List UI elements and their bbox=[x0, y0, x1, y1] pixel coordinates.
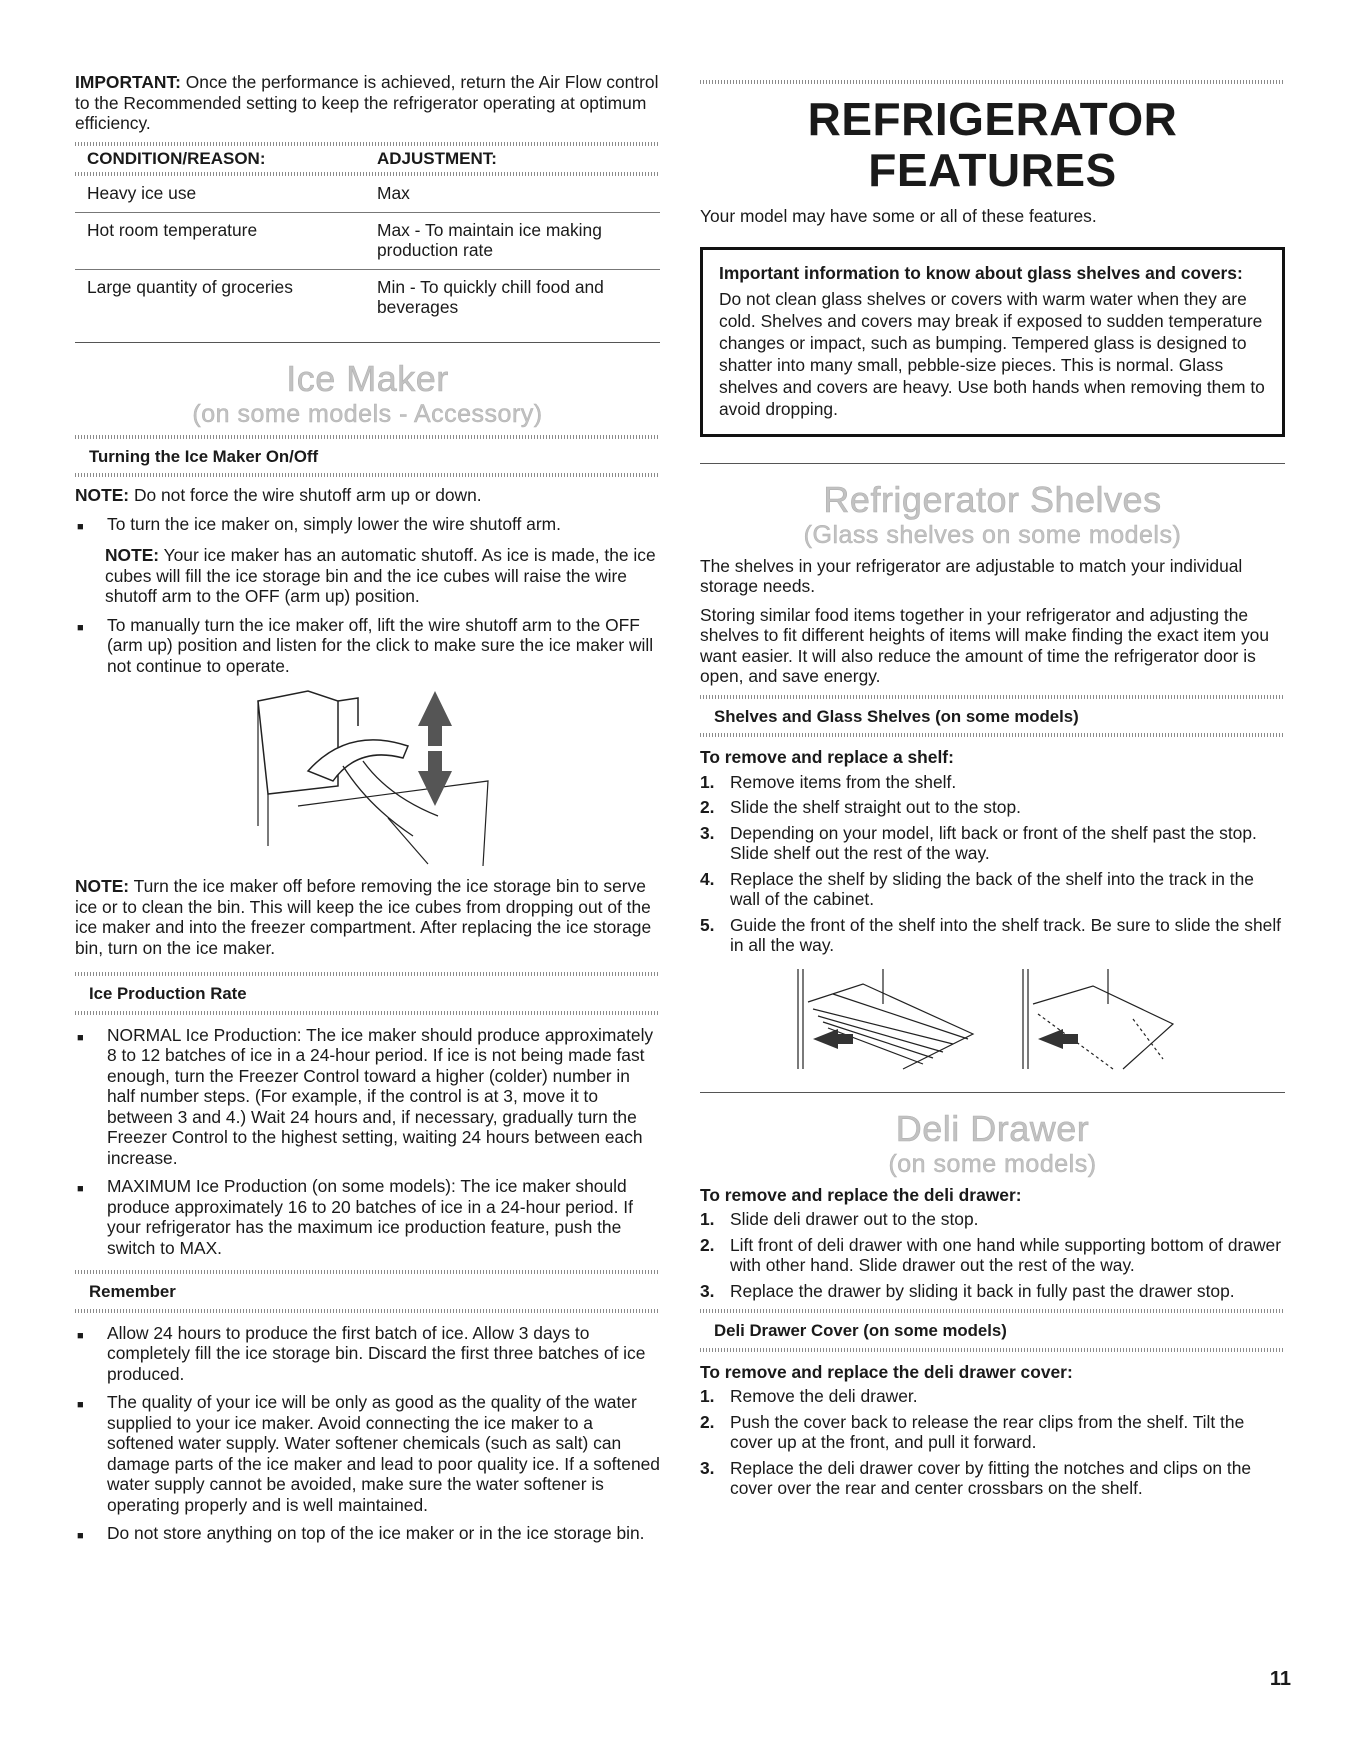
table-cell: Heavy ice use bbox=[87, 183, 197, 203]
note-paragraph bbox=[75, 485, 660, 506]
page-title-line2: FEATURES bbox=[868, 144, 1117, 196]
list-item bbox=[75, 1392, 660, 1515]
note-text: Do not force the wire shutoff arm up or down. bbox=[129, 485, 482, 505]
page-number: 11 bbox=[1269, 1668, 1291, 1690]
divider bbox=[700, 1348, 1285, 1352]
table-row bbox=[75, 213, 660, 270]
table-cell: Min - To quickly chill food and beverages bbox=[377, 276, 604, 317]
deli-steps-heading: To remove and replace the deli drawer: bbox=[700, 1184, 1022, 1205]
bullet-text: The quality of your ice will be only as good as the quality of the water supplied to your ice maker. Avoid connecting the ice maker to a softened water supply. Water softener chemicals (such as salt) can damage parts of the ice maker and lead to poor quality ice. If a softened water supply cannot be avoided, make sure the water softener is operating properly and is well maintained. bbox=[107, 1392, 660, 1515]
box-text: Do not clean glass shelves or covers with warm water when they are cold. Shelves and covers may break if exposed to sudden temperature changes or impact, such as bumping. Tempered glass is designed to shatter into many small, pebble-size pieces. This is normal. Glass shelves and covers are heavy. Use both hands when removing them to avoid dropping. bbox=[719, 288, 1265, 419]
step-text: Lift front of deli drawer with one hand while supporting bottom of drawer with other hand. Slide drawer out the rest of the way. bbox=[730, 1234, 1282, 1275]
remember-heading: Remember bbox=[89, 1282, 176, 1301]
bullet-icon: ■ bbox=[77, 1183, 84, 1195]
step-number: 3. bbox=[700, 1457, 715, 1478]
bullet-icon: ■ bbox=[77, 1329, 84, 1342]
step-text: Replace the shelf by sliding the back of the shelf into the track in the wall of the cabinet. bbox=[730, 868, 1254, 909]
turning-heading: Turning the Ice Maker On/Off bbox=[89, 446, 319, 466]
step-text: Remove items from the shelf. bbox=[730, 771, 957, 792]
list-item bbox=[700, 915, 1285, 956]
table-cell: Max - To maintain ice making production rate bbox=[377, 219, 602, 260]
list-item bbox=[700, 869, 1285, 910]
divider bbox=[700, 733, 1285, 737]
ice-maker-subtitle: (on some models - Accessory) bbox=[192, 399, 543, 428]
step-number: 3. bbox=[700, 1280, 715, 1301]
bullet-text: NORMAL Ice Production: The ice maker should produce approximately 8 to 12 batches of ice in a 24-hour period. If ice is not being made fast enough, turn the Freezer Control toward a higher (colder) number in half number steps. (For example, if the control is at 3, move it to between 3 and 4.) Wait 24 hours and, if necessary, gradually turn the Freezer Control to the highest setting, waiting 24 hours between each increase. bbox=[107, 1024, 654, 1168]
table-header-condition: CONDITION/REASON: bbox=[87, 148, 266, 168]
divider bbox=[75, 1011, 660, 1015]
list-item bbox=[700, 1281, 1285, 1302]
arrow-down-icon bbox=[418, 751, 452, 806]
step-number: 1. bbox=[700, 1209, 715, 1229]
list-item bbox=[75, 1025, 660, 1169]
section-rule bbox=[75, 342, 660, 343]
list-item bbox=[700, 1235, 1285, 1276]
table-header-adjustment: ADJUSTMENT: bbox=[377, 148, 497, 168]
shelf-removal-diagram bbox=[793, 964, 1193, 1074]
cover-steps-heading: To remove and replace the deli drawer cover: bbox=[700, 1361, 1073, 1382]
section-rule bbox=[700, 463, 1285, 464]
list-item bbox=[700, 1386, 1285, 1407]
note-label: NOTE: bbox=[105, 545, 160, 565]
step-number: 1. bbox=[700, 1386, 715, 1406]
shelves-paragraph: Storing similar food items together in your refrigerator and adjusting the shelves to fit different heights of items will make finding the exact item you want easier. It will also reduce the amount of time the refrigerator door is open, and save energy. bbox=[700, 604, 1270, 686]
note-label: NOTE: bbox=[75, 876, 130, 896]
list-item bbox=[700, 1458, 1285, 1499]
bullet-text: Do not store anything on top of the ice maker or in the ice storage bin. bbox=[107, 1523, 645, 1543]
table-cell: Max bbox=[377, 183, 410, 203]
step-text: Depending on your model, lift back or front of the shelf past the stop. Slide shelf out the rest of the way. bbox=[730, 822, 1257, 863]
important-label: IMPORTANT: bbox=[75, 72, 181, 92]
ice-maker-illustration bbox=[75, 686, 660, 866]
table-row bbox=[75, 176, 660, 213]
bullet-icon: ■ bbox=[77, 520, 84, 533]
table-row bbox=[75, 270, 660, 342]
bullet-text: Allow 24 hours to produce the first batch of ice. Allow 3 days to completely fill the ice storage bin. Discard the first three batches of ice produced. bbox=[107, 1322, 646, 1384]
step-text: Slide the shelf straight out to the stop. bbox=[730, 797, 1021, 817]
glass-warning-box bbox=[700, 247, 1285, 437]
important-text: Once the performance is achieved, return the Air Flow control to the Recommended setting to keep the refrigerator operating at optimum efficiency. bbox=[75, 72, 659, 133]
table-cell: Hot room temperature bbox=[87, 219, 258, 240]
bullet-text: MAXIMUM Ice Production (on some models): The ice maker should produce approximately 16 to 20 batches of ice in a 24-hour period. If your refrigerator has the maximum ice production feature, push the switch to MAX. bbox=[107, 1176, 633, 1258]
list-item bbox=[700, 1209, 1285, 1230]
deli-subtitle: (on some models) bbox=[888, 1149, 1097, 1178]
bullet-icon: ■ bbox=[77, 1399, 84, 1411]
list-item bbox=[75, 1176, 660, 1258]
rate-heading: Ice Production Rate bbox=[89, 984, 247, 1003]
step-text: Replace the deli drawer cover by fitting the notches and clips on the cover over the rear and center crossbars on the shelf. bbox=[730, 1457, 1252, 1498]
shelves-subtitle: (Glass shelves on some models) bbox=[803, 520, 1182, 549]
table-cell: Large quantity of groceries bbox=[87, 276, 293, 297]
note-text: Turn the ice maker off before removing the ice storage bin to serve ice or to clean the bin. This will keep the ice cubes from dropping out of the ice maker and into the freezer compartment. After replacing the ice storage bin, turn on the ice maker. bbox=[75, 876, 652, 958]
arrow-right-icon bbox=[813, 1029, 853, 1049]
list-item bbox=[700, 1412, 1285, 1453]
table-header bbox=[75, 146, 660, 173]
step-text: Replace the drawer by sliding it back in fully past the drawer stop. bbox=[730, 1280, 1235, 1301]
intro-text: Your model may have some or all of these features. bbox=[700, 206, 1097, 226]
page-title-line1: REFRIGERATOR bbox=[807, 93, 1178, 145]
list-item bbox=[700, 797, 1285, 818]
step-number: 5. bbox=[700, 914, 715, 935]
shelves-heading: Shelves and Glass Shelves (on some models) bbox=[714, 706, 1079, 726]
step-number: 2. bbox=[700, 797, 715, 817]
note-paragraph bbox=[105, 545, 660, 607]
divider bbox=[75, 473, 660, 477]
cover-heading: Deli Drawer Cover (on some models) bbox=[714, 1321, 1007, 1340]
left-column bbox=[75, 72, 660, 1555]
note-text: Your ice maker has an automatic shutoff. As ice is made, the ice cubes will fill the ice storage bin and the ice cubes will raise the wire shutoff arm to the OFF (arm up) position. bbox=[105, 545, 656, 606]
arrow-right-icon bbox=[1038, 1029, 1078, 1049]
ice-maker-arm-diagram bbox=[238, 686, 498, 866]
list-item bbox=[75, 615, 660, 677]
step-number: 2. bbox=[700, 1411, 715, 1432]
step-number: 1. bbox=[700, 771, 715, 792]
bullet-icon: ■ bbox=[77, 1530, 84, 1542]
right-column bbox=[700, 72, 1285, 1504]
list-item bbox=[75, 1323, 660, 1385]
step-text: Guide the front of the shelf into the shelf track. Be sure to slide the shelf in all the way. bbox=[730, 914, 1282, 955]
ice-maker-title: Ice Maker bbox=[286, 357, 449, 399]
list-item bbox=[75, 514, 660, 538]
section-rule bbox=[700, 1092, 1285, 1093]
bullet-text: To manually turn the ice maker off, lift the wire shutoff arm to the OFF (arm up) position and listen for the click to make sure the ice maker will not continue to operate. bbox=[107, 614, 654, 676]
list-item bbox=[700, 772, 1285, 793]
list-item bbox=[75, 1523, 660, 1547]
shelf-illustration bbox=[700, 964, 1285, 1074]
shelf-steps-heading: To remove and replace a shelf: bbox=[700, 747, 954, 767]
important-paragraph bbox=[75, 72, 660, 134]
list-item bbox=[700, 823, 1285, 864]
box-heading: Important information to know about glass shelves and covers: bbox=[719, 262, 1243, 283]
shelves-title: Refrigerator Shelves bbox=[823, 478, 1162, 520]
divider bbox=[75, 1309, 660, 1313]
shelves-paragraph: The shelves in your refrigerator are adjustable to match your individual storage needs. bbox=[700, 555, 1243, 596]
divider bbox=[700, 80, 1285, 84]
arrow-up-icon bbox=[418, 691, 452, 746]
step-number: 2. bbox=[700, 1234, 715, 1255]
step-text: Slide deli drawer out to the stop. bbox=[730, 1209, 979, 1229]
note-paragraph bbox=[75, 876, 660, 958]
step-number: 4. bbox=[700, 868, 715, 889]
note-label: NOTE: bbox=[75, 485, 130, 505]
bullet-text: To turn the ice maker on, simply lower the wire shutoff arm. bbox=[107, 513, 561, 534]
bullet-icon: ■ bbox=[77, 621, 84, 634]
deli-title: Deli Drawer bbox=[895, 1107, 1090, 1149]
bullet-icon: ■ bbox=[77, 1031, 84, 1044]
step-text: Push the cover back to release the rear clips from the shelf. Tilt the cover up at the front, and pull it forward. bbox=[730, 1411, 1245, 1452]
step-text: Remove the deli drawer. bbox=[730, 1386, 918, 1406]
step-number: 3. bbox=[700, 822, 715, 843]
